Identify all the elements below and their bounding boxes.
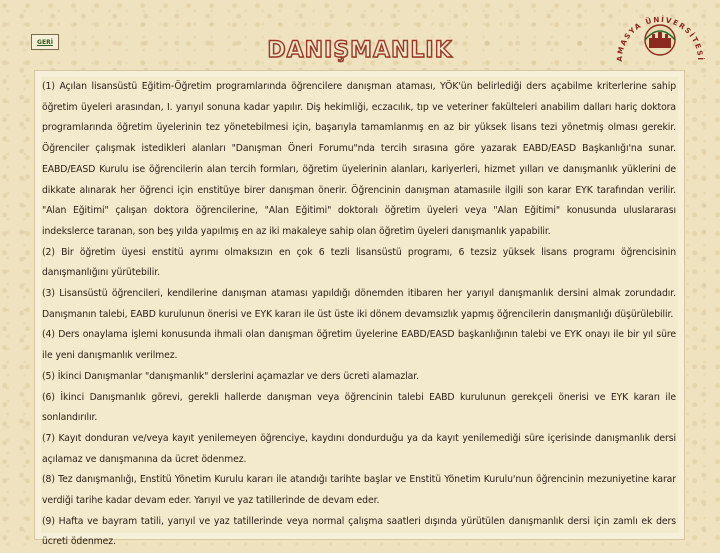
paragraph-3: (3) Lisansüstü öğrencileri, kendilerine danışman ataması yapıldığı dönemden itibaren her yarıyıl danışmanlık dersini almak zorundadır. Danışmanın talebi, EABD kurulunun önerisi ve EYK kararı ile üst üste iki dönem devamsızlık yapmış öğrencilerin danışmanlığı düşürülebilir. [42, 288, 676, 320]
university-logo [612, 2, 708, 64]
paragraph-7: (7) Kayıt donduran ve/veya kayıt yenilemeyen öğrenciye, kaydını dondurduğu ya da kayıt yenilemediği süre içerisinde danışmanlık dersi açılamaz ve danışmanına da ücret ödenmez. [42, 432, 676, 465]
paragraph-6: (6) İkinci Danışmanlık görevi, gerekli hallerde danışman veya öğrencinin talebi EABD kurulunun gerekçeli önerisi ve EYK kararı ile sonlandırılır. [42, 391, 676, 424]
page-title: DANIŞMANLIK [267, 38, 453, 63]
paragraph-9: (9) Hafta ve bayram tatili, yarıyıl ve yaz tatillerinde veya normal çalışma saatleri dışında yürütülen danışmanlık dersi için zamlı ek ders ücreti ödenmez. [42, 515, 676, 548]
back-button[interactable]: GERİ [31, 34, 59, 50]
paragraph-1: (1) Açılan lisansüstü Eğitim-Öğretim programlarında öğrencilere danışman ataması, YÖK'ün belirlediği ders açabilme kriterlerine sahip öğretim üyeleri arasından, I. yarıyıl sonuna kadar yapılır. Diş hekimliği, eczacılık, tıp ve veteriner fakülteleri anabilim dalları hariç doktora programlarında öğretim üyelerinin tez yönetebilmesi için, başarıyla tamamlanmış en az bir yüksek lisans tezi yönetmiş olması gerekir. Öğrenciler çalışmak istedikleri alanları "Danışman Öneri Forumu"nda tercih sırasına göre yazarak EABD/EASD Başkanlığı'na sunar. EABD/EASD Kurulu ise öğrencilerin alan tercih formları, öğretim üyelerinin alanları, kariyerleri, hizmet yılları ve danışmanlık yüklerini de dikkate alınarak her öğrenci için enstitüye birer danışman önerir. Öğrencinin danışman atamasıile ilgili son karar EYK tarafından verilir. "Alan Eğitimi" çalışan doktora öğrencilerine, "Alan Eğitimi" doktoralı öğretim üyeleri veya "Alan Eğitimi" konusunda uluslararası indekslerce taranan, son beş yılda yapılmış en az iki makaleye sahip olan öğretim üyeleri danışmanlık yapabilir. [42, 81, 676, 237]
paragraph-5: (5) İkinci Danışmanlar "danışmanlık" derslerini açamazlar ve ders ücreti alamazlar. [42, 370, 419, 382]
content-panel [34, 70, 685, 548]
paragraph-8: (8) Tez danışmanlığı, Enstitü Yönetim Kurulu kararı ile atandığı tarihte başlar ve Enstitü Yönetim Kurulu'nun öğrencinin mezuniyetine karar verdiği tarihe kadar devam eder. Yarıyıl ve yaz tatillerinde de devam eder. [42, 474, 676, 507]
svg-text:AMASYA ÜNİVERSİTESİ: AMASYA ÜNİVERSİTESİ [614, 14, 706, 62]
paragraph-4: (4) Ders onaylama işlemi konusunda ihmali olan danışman öğretim üyelerine EABD/EASD başkanlığının talebi ve EYK onayı ile bir yıl süre ile yeni danışmanlık verilmez. [42, 329, 676, 362]
svg-text:2006: 2006 [653, 49, 667, 55]
paragraph-2: (2) Bir öğretim üyesi enstitü ayrımı olmaksızın en çok 6 tezli lisansüstü programı, 6 tezsiz yüksek lisans programı öğrencisinin danışmanlığını yürütebilir. [42, 246, 676, 279]
